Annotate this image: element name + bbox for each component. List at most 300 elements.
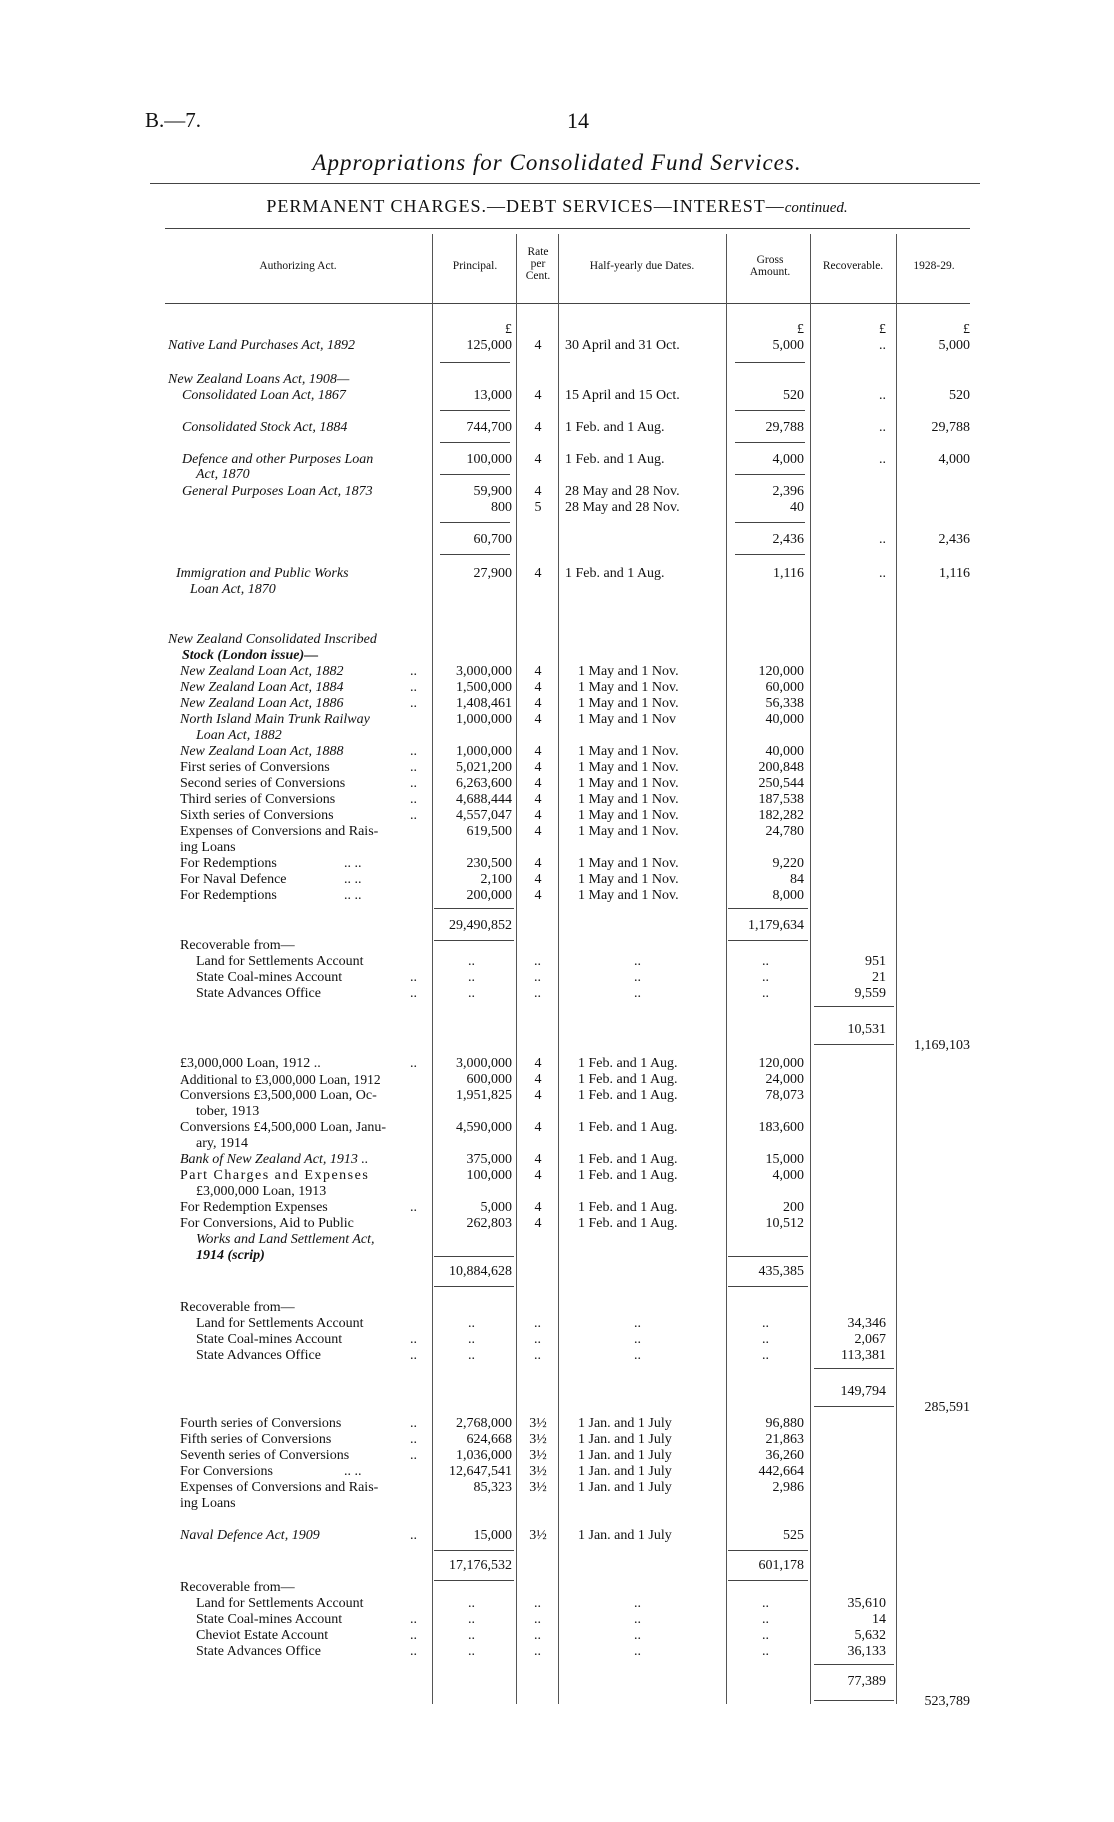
section-a-act: For Redemptions bbox=[180, 888, 277, 903]
placeholder-dots: .. bbox=[534, 1332, 541, 1347]
section-c-gross: 2,986 bbox=[772, 1480, 804, 1495]
section-a-dates: 1 May and 1 Nov. bbox=[578, 664, 679, 679]
section-b-recoverable-amount: 2,067 bbox=[854, 1332, 886, 1347]
section-c-recoverable-name: State Coal-mines Account bbox=[196, 1612, 343, 1627]
top-row-rate: 4 bbox=[534, 338, 542, 353]
leader-dots: .. bbox=[410, 1448, 417, 1463]
section-c-principal: 85,323 bbox=[473, 1480, 512, 1495]
section-a-dates: 1 May and 1 Nov bbox=[578, 712, 676, 727]
rule bbox=[440, 362, 510, 363]
section-a-act: For Naval Defence bbox=[180, 872, 287, 887]
section-a-principal: 4,557,047 bbox=[456, 808, 512, 823]
top-row-rate: 4 bbox=[534, 420, 542, 435]
section-a-rate: 4 bbox=[534, 856, 542, 871]
section-a-act: New Zealand Loan Act, 1888 bbox=[180, 744, 344, 759]
section-a-act: Expenses of Conversions and Rais- bbox=[180, 824, 379, 839]
subtotal-year: 2,436 bbox=[938, 532, 970, 547]
unit-recoverable: £ bbox=[879, 322, 886, 337]
section-a-dates: 1 May and 1 Nov. bbox=[578, 776, 679, 791]
section-c-recoverable-heading: Recoverable from— bbox=[180, 1580, 295, 1595]
section-a-principal: 5,021,200 bbox=[456, 760, 512, 775]
section-a-total-gross: 1,179,634 bbox=[748, 918, 804, 933]
rule bbox=[814, 1406, 894, 1407]
rule bbox=[735, 554, 805, 555]
section-a-act-cont: Loan Act, 1882 bbox=[196, 728, 282, 743]
section-a-heading: New Zealand Consolidated Inscribed bbox=[168, 632, 377, 647]
section-a-recoverable-name: State Advances Office bbox=[196, 986, 321, 1001]
rule bbox=[434, 1580, 514, 1581]
section-a-recoverable-total: 10,531 bbox=[847, 1022, 886, 1037]
section-b-total-principal: 10,884,628 bbox=[449, 1264, 512, 1279]
leader-dots: .. bbox=[410, 1612, 417, 1627]
section-a-principal: 1,500,000 bbox=[456, 680, 512, 695]
section-a-rate: 4 bbox=[534, 664, 542, 679]
section-c-recoverable-name: State Advances Office bbox=[196, 1644, 321, 1659]
section-c-naval-principal: 15,000 bbox=[473, 1528, 512, 1543]
section-b-recoverable-name: Land for Settlements Account bbox=[196, 1316, 364, 1331]
section-b-dates: 1 Feb. and 1 Aug. bbox=[578, 1072, 678, 1087]
top-row-gross: 5,000 bbox=[772, 338, 804, 353]
placeholder-dots: .. bbox=[762, 1628, 769, 1643]
section-a-recoverable-name: State Coal-mines Account bbox=[196, 970, 343, 985]
placeholder-dots: .. bbox=[762, 1644, 769, 1659]
section-a-gross: 24,780 bbox=[765, 824, 804, 839]
top-row-gross: 40 bbox=[790, 500, 804, 515]
section-a-act: Sixth series of Conversions bbox=[180, 808, 334, 823]
section-a-act: For Redemptions bbox=[180, 856, 277, 871]
top-row-dates: 15 April and 15 Oct. bbox=[565, 388, 680, 403]
top-row-act: Native Land Purchases Act, 1892 bbox=[168, 338, 356, 353]
section-a-rate: 4 bbox=[534, 872, 542, 887]
section-b-act: Conversions £3,500,000 Loan, Oc- bbox=[180, 1088, 377, 1103]
placeholder-dots: .. bbox=[534, 1644, 541, 1659]
leader-dots: .. bbox=[410, 760, 417, 775]
section-b-total-gross: 435,385 bbox=[758, 1264, 804, 1279]
section-b-recoverable-amount: 113,381 bbox=[841, 1348, 886, 1363]
rule bbox=[728, 1286, 808, 1287]
leader-dots: .. bbox=[410, 1432, 417, 1447]
rule bbox=[735, 362, 805, 363]
col-header-year: 1928-29. bbox=[913, 260, 955, 272]
top-row-principal: 744,700 bbox=[466, 420, 512, 435]
leader-dots: .. bbox=[410, 1200, 417, 1215]
subtotal-principal: 60,700 bbox=[473, 532, 512, 547]
placeholder-dots: .. bbox=[634, 1644, 641, 1659]
placeholder-dots: .. bbox=[762, 970, 769, 985]
section-c-rate: 3½ bbox=[529, 1464, 547, 1479]
section-b-principal: 375,000 bbox=[466, 1152, 512, 1167]
section-a-dates: 1 May and 1 Nov. bbox=[578, 792, 679, 807]
leader-dots: .. bbox=[410, 808, 417, 823]
top-row-year: 29,788 bbox=[931, 420, 970, 435]
section-a-act: New Zealand Loan Act, 1882 bbox=[180, 664, 344, 679]
leader-dots: .. .. bbox=[344, 1464, 362, 1479]
section-a-principal: 3,000,000 bbox=[456, 664, 512, 679]
section-c-gross: 442,664 bbox=[758, 1464, 804, 1479]
top-row-recoverable: .. bbox=[879, 566, 886, 581]
section-a-rate: 4 bbox=[534, 680, 542, 695]
leader-dots: .. bbox=[410, 970, 417, 985]
placeholder-dots: .. bbox=[762, 1332, 769, 1347]
section-b-principal: 5,000 bbox=[480, 1200, 512, 1215]
top-row-dates: 1 Feb. and 1 Aug. bbox=[565, 452, 665, 467]
section-c-naval-rate: 3½ bbox=[529, 1528, 547, 1543]
section-b-recoverable-total: 149,794 bbox=[840, 1384, 886, 1399]
leader-dots: .. bbox=[410, 1416, 417, 1431]
section-b-gross: 15,000 bbox=[765, 1152, 804, 1167]
rule bbox=[814, 1700, 894, 1701]
placeholder-dots: .. bbox=[634, 970, 641, 985]
rule bbox=[434, 1286, 514, 1287]
col-divider-3 bbox=[558, 234, 559, 1704]
placeholder-dots: .. bbox=[634, 1316, 641, 1331]
placeholder-dots: .. bbox=[634, 1348, 641, 1363]
section-a-gross: 40,000 bbox=[765, 744, 804, 759]
section-a-recoverable-amount: 21 bbox=[872, 970, 886, 985]
top-row-dates: 28 May and 28 Nov. bbox=[565, 484, 680, 499]
section-a-gross: 60,000 bbox=[765, 680, 804, 695]
placeholder-dots: .. bbox=[468, 986, 475, 1001]
placeholder-dots: .. bbox=[634, 954, 641, 969]
subtotal-recoverable: .. bbox=[879, 532, 886, 547]
section-a-gross: 187,538 bbox=[758, 792, 804, 807]
placeholder-dots: .. bbox=[468, 1628, 475, 1643]
top-row-recoverable: .. bbox=[879, 388, 886, 403]
section-a-principal: 1,000,000 bbox=[456, 712, 512, 727]
section-b-dates: 1 Feb. and 1 Aug. bbox=[578, 1120, 678, 1135]
section-b-dates: 1 Feb. and 1 Aug. bbox=[578, 1216, 678, 1231]
rule bbox=[735, 474, 805, 475]
top-row-principal: 125,000 bbox=[466, 338, 512, 353]
top-row-act: New Zealand Loans Act, 1908— bbox=[168, 372, 350, 387]
subtotal-gross: 2,436 bbox=[772, 532, 804, 547]
placeholder-dots: .. bbox=[534, 1612, 541, 1627]
section-c-net: 523,789 bbox=[924, 1694, 970, 1709]
section-b-recoverable-heading: Recoverable from— bbox=[180, 1300, 295, 1315]
section-a-gross: 84 bbox=[790, 872, 804, 887]
section-a-total-principal: 29,490,852 bbox=[449, 918, 512, 933]
section-b-act-cont: 1914 (scrip) bbox=[196, 1248, 265, 1263]
section-b-dates: 1 Feb. and 1 Aug. bbox=[578, 1200, 678, 1215]
rule bbox=[728, 940, 808, 941]
top-row-gross: 4,000 bbox=[772, 452, 804, 467]
placeholder-dots: .. bbox=[634, 1628, 641, 1643]
placeholder-dots: .. bbox=[762, 1316, 769, 1331]
section-c-gross: 21,863 bbox=[765, 1432, 804, 1447]
section-c-recoverable-total: 77,389 bbox=[847, 1674, 886, 1689]
top-row-recoverable: .. bbox=[879, 338, 886, 353]
placeholder-dots: .. bbox=[468, 954, 475, 969]
leader-dots: .. bbox=[410, 986, 417, 1001]
rule bbox=[814, 1368, 894, 1369]
section-a-dates: 1 May and 1 Nov. bbox=[578, 856, 679, 871]
rule bbox=[434, 1550, 514, 1551]
rule bbox=[814, 1044, 894, 1045]
section-a-recoverable-amount: 9,559 bbox=[854, 986, 886, 1001]
top-row-rate: 5 bbox=[534, 500, 542, 515]
section-a-recoverable-amount: 951 bbox=[865, 954, 886, 969]
section-c-recoverable-amount: 5,632 bbox=[854, 1628, 886, 1643]
rule bbox=[735, 410, 805, 411]
section-b-act: For Redemption Expenses bbox=[180, 1200, 328, 1215]
section-a-principal: 6,263,600 bbox=[456, 776, 512, 791]
section-c-act-cont: ing Loans bbox=[180, 1496, 236, 1511]
rule bbox=[440, 554, 510, 555]
rule bbox=[728, 1550, 808, 1551]
subtitle-continued: continued. bbox=[784, 200, 848, 216]
top-row-act: Immigration and Public Works bbox=[176, 566, 349, 581]
section-b-gross: 120,000 bbox=[758, 1056, 804, 1071]
placeholder-dots: .. bbox=[468, 1316, 475, 1331]
placeholder-dots: .. bbox=[534, 1596, 541, 1611]
top-row-dates: 28 May and 28 Nov. bbox=[565, 500, 680, 515]
section-a-heading-cont: Stock (London issue)— bbox=[182, 648, 319, 663]
placeholder-dots: .. bbox=[634, 986, 641, 1001]
top-row-dates: 1 Feb. and 1 Aug. bbox=[565, 420, 665, 435]
section-b-gross: 24,000 bbox=[765, 1072, 804, 1087]
section-c-rate: 3½ bbox=[529, 1432, 547, 1447]
placeholder-dots: .. bbox=[534, 1348, 541, 1363]
rule bbox=[434, 940, 514, 941]
section-a-gross: 8,000 bbox=[772, 888, 804, 903]
unit-year: £ bbox=[963, 322, 970, 337]
section-b-principal: 3,000,000 bbox=[456, 1056, 512, 1071]
section-a-rate: 4 bbox=[534, 760, 542, 775]
top-row-gross: 520 bbox=[783, 388, 804, 403]
placeholder-dots: .. bbox=[762, 1596, 769, 1611]
placeholder-dots: .. bbox=[468, 1332, 475, 1347]
section-b-act: Part Charges and Expenses bbox=[180, 1168, 370, 1183]
section-b-net: 285,591 bbox=[924, 1400, 970, 1415]
placeholder-dots: .. bbox=[762, 1348, 769, 1363]
section-c-act: Fourth series of Conversions bbox=[180, 1416, 342, 1431]
unit-gross: £ bbox=[797, 322, 804, 337]
col-divider-2 bbox=[516, 234, 517, 1704]
section-b-act-cont: tober, 1913 bbox=[196, 1104, 260, 1119]
section-b-act: For Conversions, Aid to Public bbox=[180, 1216, 354, 1231]
section-b-act: Additional to £3,000,000 Loan, 1912 bbox=[180, 1072, 381, 1087]
section-c-dates: 1 Jan. and 1 July bbox=[578, 1464, 672, 1479]
top-row-year: 4,000 bbox=[938, 452, 970, 467]
section-c-act: Seventh series of Conversions bbox=[180, 1448, 350, 1463]
section-a-principal: 4,688,444 bbox=[456, 792, 512, 807]
section-b-act-cont: Works and Land Settlement Act, bbox=[196, 1232, 375, 1247]
section-c-recoverable-name: Land for Settlements Account bbox=[196, 1596, 364, 1611]
section-a-dates: 1 May and 1 Nov. bbox=[578, 824, 679, 839]
rule bbox=[728, 908, 808, 909]
placeholder-dots: .. bbox=[762, 1612, 769, 1627]
top-row-act: General Purposes Loan Act, 1873 bbox=[182, 484, 373, 499]
section-a-gross: 200,848 bbox=[758, 760, 804, 775]
section-c-recoverable-amount: 14 bbox=[872, 1612, 886, 1627]
section-c-gross: 96,880 bbox=[765, 1416, 804, 1431]
section-c-act: For Conversions bbox=[180, 1464, 273, 1479]
placeholder-dots: .. bbox=[762, 954, 769, 969]
top-row-principal: 100,000 bbox=[466, 452, 512, 467]
section-b-rate: 4 bbox=[534, 1168, 542, 1183]
rule bbox=[434, 908, 514, 909]
placeholder-dots: .. bbox=[634, 1612, 641, 1627]
section-a-act-cont: ing Loans bbox=[180, 840, 236, 855]
section-b-act: Bank of New Zealand Act, 1913 .. bbox=[180, 1152, 369, 1167]
section-b-dates: 1 Feb. and 1 Aug. bbox=[578, 1056, 678, 1071]
rule bbox=[440, 410, 510, 411]
top-row-rate: 4 bbox=[534, 566, 542, 581]
section-a-dates: 1 May and 1 Nov. bbox=[578, 744, 679, 759]
leader-dots: .. .. bbox=[344, 856, 362, 871]
section-a-recoverable-heading: Recoverable from— bbox=[180, 938, 295, 953]
section-c-rate: 3½ bbox=[529, 1448, 547, 1463]
placeholder-dots: .. bbox=[634, 1596, 641, 1611]
section-a-dates: 1 May and 1 Nov. bbox=[578, 696, 679, 711]
section-c-total-gross: 601,178 bbox=[758, 1558, 804, 1573]
section-a-gross: 182,282 bbox=[758, 808, 804, 823]
section-a-act: Third series of Conversions bbox=[180, 792, 336, 807]
top-row-principal: 13,000 bbox=[473, 388, 512, 403]
section-a-recoverable-name: Land for Settlements Account bbox=[196, 954, 364, 969]
section-a-gross: 250,544 bbox=[758, 776, 804, 791]
placeholder-dots: .. bbox=[534, 954, 541, 969]
rule bbox=[814, 1006, 894, 1007]
section-c-recoverable-amount: 36,133 bbox=[847, 1644, 886, 1659]
section-b-principal: 600,000 bbox=[466, 1072, 512, 1087]
placeholder-dots: .. bbox=[534, 986, 541, 1001]
placeholder-dots: .. bbox=[468, 970, 475, 985]
section-c-principal: 624,668 bbox=[466, 1432, 512, 1447]
top-row-rate: 4 bbox=[534, 484, 542, 499]
section-a-gross: 120,000 bbox=[758, 664, 804, 679]
leader-dots: .. bbox=[410, 792, 417, 807]
leader-dots: .. bbox=[410, 1332, 417, 1347]
section-b-recoverable-name: State Advances Office bbox=[196, 1348, 321, 1363]
top-row-act-cont: Loan Act, 1870 bbox=[190, 582, 276, 597]
section-c-rate: 3½ bbox=[529, 1480, 547, 1495]
leader-dots: .. bbox=[410, 1528, 417, 1543]
section-b-principal: 262,803 bbox=[466, 1216, 512, 1231]
top-row-principal: 27,900 bbox=[473, 566, 512, 581]
top-row-year: 1,116 bbox=[939, 566, 970, 581]
section-c-gross: 36,260 bbox=[765, 1448, 804, 1463]
rule-title bbox=[150, 183, 980, 184]
leader-dots: .. bbox=[410, 696, 417, 711]
section-c-dates: 1 Jan. and 1 July bbox=[578, 1416, 672, 1431]
section-c-principal: 12,647,541 bbox=[449, 1464, 512, 1479]
top-row-rate: 4 bbox=[534, 452, 542, 467]
placeholder-dots: .. bbox=[534, 1628, 541, 1643]
section-b-act: Conversions £4,500,000 Loan, Janu- bbox=[180, 1120, 387, 1135]
section-b-dates: 1 Feb. and 1 Aug. bbox=[578, 1168, 678, 1183]
section-a-rate: 4 bbox=[534, 824, 542, 839]
col-header-dates: Half-yearly due Dates. bbox=[589, 260, 695, 272]
section-b-act: £3,000,000 Loan, 1912 .. bbox=[180, 1056, 321, 1071]
leader-dots: .. bbox=[410, 776, 417, 791]
placeholder-dots: .. bbox=[762, 986, 769, 1001]
top-row-principal: 800 bbox=[491, 500, 512, 515]
leader-dots: .. bbox=[410, 1056, 417, 1071]
section-a-dates: 1 May and 1 Nov. bbox=[578, 872, 679, 887]
section-c-recoverable-name: Cheviot Estate Account bbox=[196, 1628, 329, 1643]
top-row-dates: 30 April and 31 Oct. bbox=[565, 338, 680, 353]
section-c-recoverable-amount: 35,610 bbox=[847, 1596, 886, 1611]
section-b-dates: 1 Feb. and 1 Aug. bbox=[578, 1152, 678, 1167]
section-a-rate: 4 bbox=[534, 696, 542, 711]
section-a-net: 1,169,103 bbox=[914, 1038, 970, 1053]
col-divider-5 bbox=[810, 234, 811, 1704]
section-b-recoverable-name: State Coal-mines Account bbox=[196, 1332, 343, 1347]
placeholder-dots: .. bbox=[534, 1316, 541, 1331]
top-row-year: 520 bbox=[949, 388, 970, 403]
section-a-rate: 4 bbox=[534, 712, 542, 727]
top-row-rate: 4 bbox=[534, 388, 542, 403]
top-row-act-cont: Consolidated Loan Act, 1867 bbox=[182, 388, 346, 403]
section-a-act: First series of Conversions bbox=[180, 760, 330, 775]
section-b-rate: 4 bbox=[534, 1200, 542, 1215]
rule bbox=[735, 442, 805, 443]
section-c-naval-gross: 525 bbox=[783, 1528, 804, 1543]
section-c-dates: 1 Jan. and 1 July bbox=[578, 1480, 672, 1495]
section-b-rate: 4 bbox=[534, 1152, 542, 1167]
top-row-principal: 59,900 bbox=[473, 484, 512, 499]
section-a-gross: 56,338 bbox=[765, 696, 804, 711]
placeholder-dots: .. bbox=[468, 1612, 475, 1627]
placeholder-dots: .. bbox=[634, 1332, 641, 1347]
section-b-rate: 4 bbox=[534, 1216, 542, 1231]
section-b-gross: 78,073 bbox=[765, 1088, 804, 1103]
top-row-act: Defence and other Purposes Loan bbox=[182, 452, 374, 467]
section-c-total-principal: 17,176,532 bbox=[449, 1558, 512, 1573]
section-a-principal: 1,000,000 bbox=[456, 744, 512, 759]
rule bbox=[440, 474, 510, 475]
section-a-principal: 230,500 bbox=[466, 856, 512, 871]
rule bbox=[728, 1580, 808, 1581]
section-c-naval-dates: 1 Jan. and 1 July bbox=[578, 1528, 672, 1543]
top-row-dates: 1 Feb. and 1 Aug. bbox=[565, 566, 665, 581]
section-a-act: North Island Main Trunk Railway bbox=[180, 712, 370, 727]
section-b-gross: 200 bbox=[783, 1200, 804, 1215]
section-a-rate: 4 bbox=[534, 744, 542, 759]
document-reference: B.—7. bbox=[145, 108, 202, 132]
rule-header-bottom bbox=[165, 303, 970, 304]
rule bbox=[814, 1664, 894, 1665]
rule-header-top bbox=[165, 228, 970, 229]
section-b-rate: 4 bbox=[534, 1056, 542, 1071]
section-a-gross: 40,000 bbox=[765, 712, 804, 727]
top-row-gross: 2,396 bbox=[772, 484, 804, 499]
section-a-rate: 4 bbox=[534, 888, 542, 903]
leader-dots: .. .. bbox=[344, 888, 362, 903]
leader-dots: .. bbox=[410, 744, 417, 759]
col-header-rate: Rate per Cent. bbox=[525, 246, 551, 282]
section-b-act-cont: ary, 1914 bbox=[196, 1136, 248, 1151]
section-a-principal: 200,000 bbox=[466, 888, 512, 903]
placeholder-dots: .. bbox=[468, 1348, 475, 1363]
page-number: 14 bbox=[567, 108, 589, 133]
placeholder-dots: .. bbox=[468, 1596, 475, 1611]
section-a-principal: 1,408,461 bbox=[456, 696, 512, 711]
section-b-rate: 4 bbox=[534, 1120, 542, 1135]
section-c-dates: 1 Jan. and 1 July bbox=[578, 1432, 672, 1447]
leader-dots: .. bbox=[410, 1644, 417, 1659]
top-row-gross: 29,788 bbox=[765, 420, 804, 435]
section-a-principal: 619,500 bbox=[466, 824, 512, 839]
section-b-principal: 1,951,825 bbox=[456, 1088, 512, 1103]
section-c-act: Expenses of Conversions and Rais- bbox=[180, 1480, 379, 1495]
top-row-act: Consolidated Stock Act, 1884 bbox=[182, 420, 348, 435]
leader-dots: .. bbox=[410, 664, 417, 679]
section-b-rate: 4 bbox=[534, 1072, 542, 1087]
section-a-dates: 1 May and 1 Nov. bbox=[578, 760, 679, 775]
placeholder-dots: .. bbox=[534, 970, 541, 985]
